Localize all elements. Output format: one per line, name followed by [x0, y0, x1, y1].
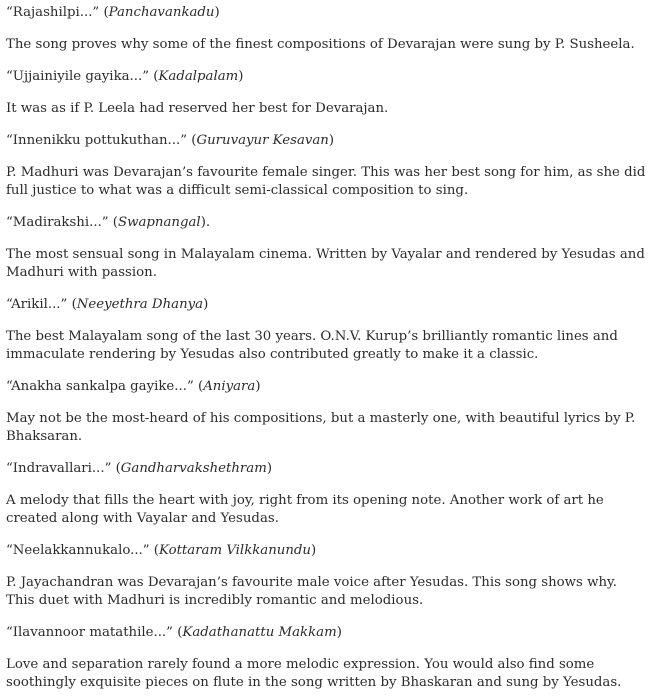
song-description: The song proves why some of the finest compositions of Devarajan were sung by P. Susheela. — [6, 37, 635, 52]
song-name: “Indravallari...” — [6, 461, 112, 476]
song-name: “Innenikku pottukuthan...” — [6, 133, 188, 148]
song-title: “Neelakkannukalo...” (Kottaram Vilkkanundu) — [6, 543, 317, 558]
film-name: Swapnangal — [118, 215, 201, 230]
song-name: “Ujjainiyile gayika...” — [6, 69, 150, 84]
film-name: Guruvayur Kesavan — [196, 133, 329, 148]
song-description: It was as if P. Leela had reserved her best for Devarajan. — [6, 101, 389, 116]
song-description: May not be the most-heard of his compositions, but a masterly one, with beautiful lyrics by P. Bhaksaran. — [6, 411, 636, 444]
film-name: Aniyara — [203, 379, 256, 394]
song-name: “Rajashilpi...” — [6, 5, 100, 20]
song-description: P. Jayachandran was Devarajan’s favourite male voice after Yesudas. This song shows why. This duet with Madhuri is incredibly romantic and melodious. — [6, 575, 618, 608]
film-name: Neeyethra Dhanya — [76, 297, 204, 312]
film-name: Kadalpalam — [158, 69, 239, 84]
film-name: Kadathanattu Makkam — [182, 625, 337, 640]
song-title: “Indravallari...” (Gandharvakshethram) — [6, 461, 273, 476]
song-title: “Rajashilpi...” (Panchavankadu) — [6, 5, 220, 20]
song-name: “Madirakshi...” — [6, 215, 109, 230]
song-title: “Arikil...” (Neeyethra Dhanya) — [6, 297, 209, 312]
song-description: P. Madhuri was Devarajan’s favourite female singer. This was her best song for him, as she did full justice to what was a difficult semi-classical composition to sing. — [6, 165, 646, 198]
song-title: “Madirakshi...” (Swapnangal). — [6, 215, 211, 230]
song-name: “Neelakkannukalo...” — [6, 543, 150, 558]
film-name: Kottaram Vilkkanundu — [159, 543, 311, 558]
song-description: The most sensual song in Malayalam cinema. Written by Vayalar and rendered by Yesudas and Madhuri with passion. — [6, 247, 645, 280]
film-name: Gandharvakshethram — [120, 461, 267, 476]
song-name: “Ilavannoor matathile...” — [6, 625, 173, 640]
song-name: “Arikil...” — [6, 297, 68, 312]
song-name: “Anakha sankalpa gayike...” — [6, 379, 194, 394]
song-title: “Innenikku pottukuthan...” (Guruvayur Kesavan) — [6, 133, 335, 148]
song-description: A melody that fills the heart with joy, right from its opening note. Another work of art he created along with Vayalar and Yesudas. — [6, 493, 604, 526]
song-title: “Anakha sankalpa gayike...” (Aniyara) — [6, 379, 261, 394]
song-title: “Ilavannoor matathile...” (Kadathanattu Makkam) — [6, 625, 342, 640]
song-description: The best Malayalam song of the last 30 years. O.N.V. Kurup’s brilliantly romantic lines and immaculate rendering by Yesudas also contributed greatly to make it a classic. — [6, 329, 618, 362]
film-name: Panchavankadu — [108, 5, 215, 20]
song-title: “Ujjainiyile gayika...” (Kadalpalam) — [6, 69, 244, 84]
film-suffix: . — [205, 215, 211, 230]
article-body — [6, 0, 646, 692]
song-description: Love and separation rarely found a more melodic expression. You would also find some soothingly exquisite pieces on flute in the song written by Bhaskaran and sung by Yesudas. — [6, 657, 622, 690]
